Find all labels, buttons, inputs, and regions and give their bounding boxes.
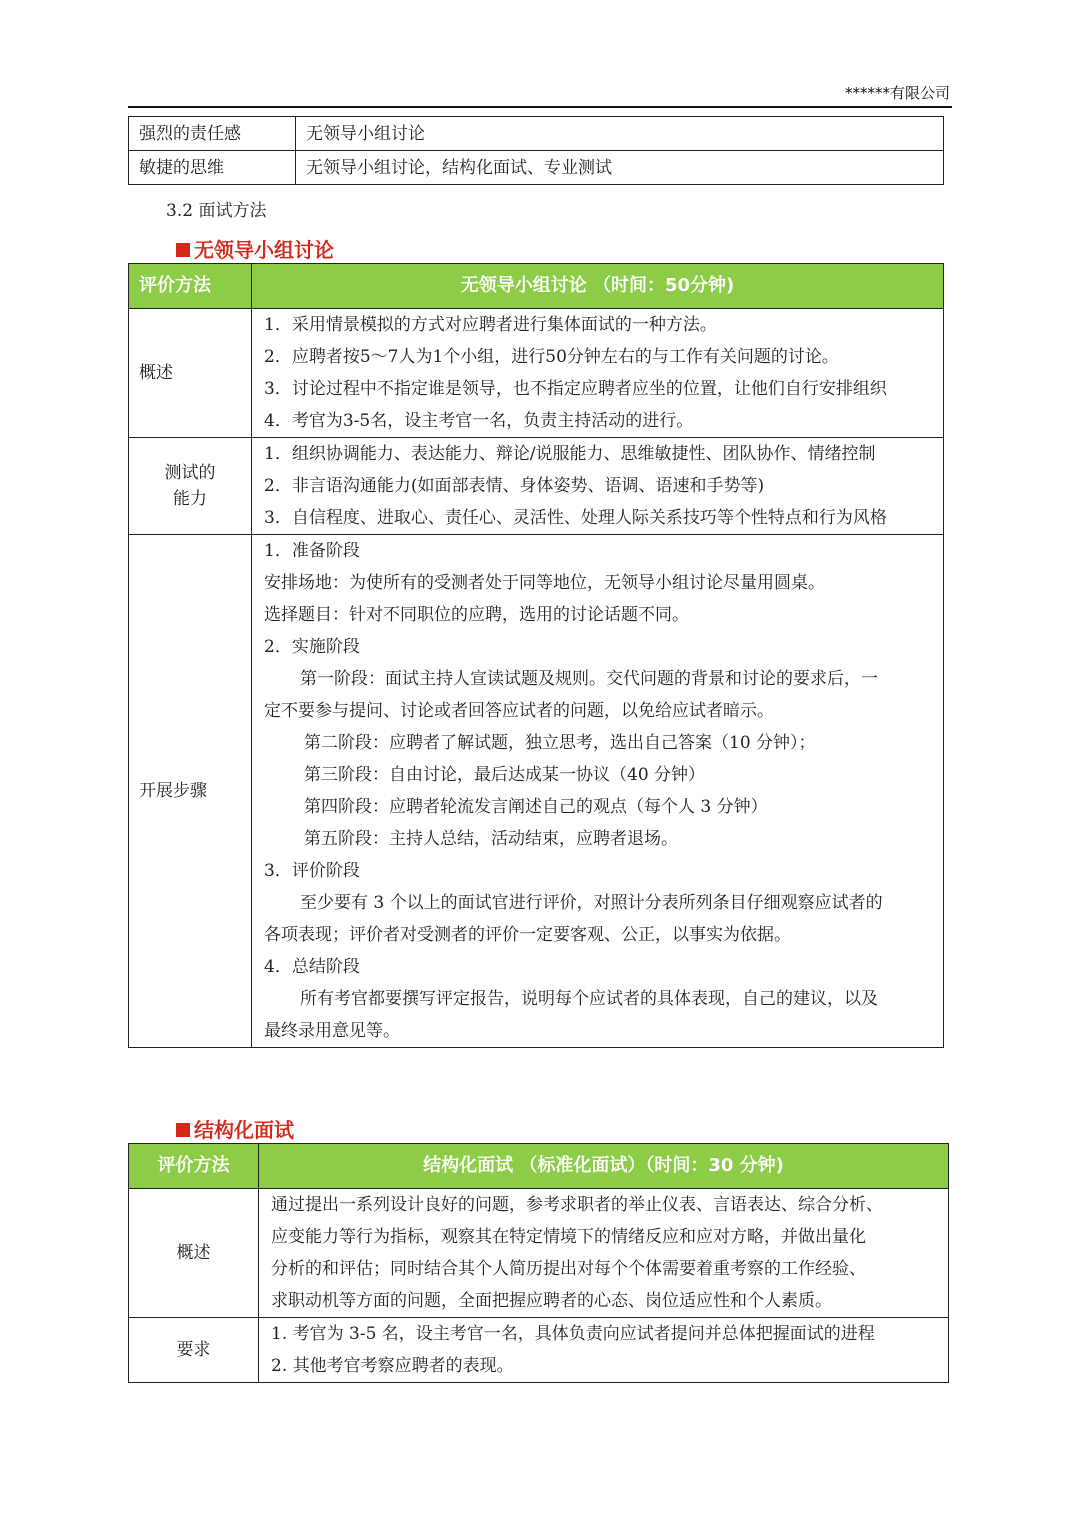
row-label-requirements: 要求: [129, 1318, 259, 1383]
header-col-title: 结构化面试 （标准化面试）（时间：30 分钟): [259, 1144, 949, 1189]
step-heading: 1．准备阶段: [264, 541, 360, 561]
table-row: [129, 309, 944, 438]
list-item: 1. 考官为 3-5 名，设主考官一名，具体负责向应试者提问并总体把握面试的进程: [271, 1324, 875, 1344]
list-item: 2. 其他考官考察应聘者的表现。: [271, 1356, 514, 1376]
header-col-method: 评价方法: [129, 264, 252, 309]
trait-cell: 强烈的责任感: [129, 117, 296, 151]
list-item: 2．非言语沟通能力(如面部表情、身体姿势、语调、语速和手势等): [264, 476, 765, 496]
row-label-overview: 概述: [129, 1189, 259, 1318]
table-row: [129, 151, 944, 185]
step-text: 安排场地：为使所有的受测者处于同等地位，无领导小组讨论尽量用圆桌。: [264, 573, 825, 593]
abilities-content: [252, 438, 944, 535]
table-header-row: [129, 264, 944, 309]
step-text: 第二阶段：应聘者了解试题，独立思考，选出自己答案（10 分钟）；: [304, 733, 816, 753]
trait-method-table: [128, 116, 944, 185]
overview-content: [252, 309, 944, 438]
step-heading: 2．实施阶段: [264, 637, 360, 657]
abilities-label-line1: 测试的: [164, 463, 216, 483]
step-text: 第四阶段：应聘者轮流发言阐述自己的观点（每个人 3 分钟）: [304, 797, 768, 817]
row-label-abilities: [129, 438, 252, 535]
table-header-row: [129, 1144, 949, 1189]
list-item: 3．讨论过程中不指定谁是领导，也不指定应聘者应坐的位置，让他们自行安排组织: [264, 379, 887, 399]
requirements-content: [259, 1318, 949, 1383]
structured-title-text: 结构化面试: [194, 1118, 294, 1142]
company-name: ******有限公司: [844, 84, 950, 102]
step-text: 第三阶段：自由讨论，最后达成某一协议（40 分钟）: [304, 765, 706, 785]
text-line: 求职动机等方面的问题，全面把握应聘者的心态、岗位适应性和个人素质。: [271, 1291, 832, 1311]
step-text: 第五阶段：主持人总结，活动结束，应聘者退场。: [304, 829, 678, 849]
abilities-label-line2: 能力: [173, 489, 207, 509]
step-text: 第一阶段：面试主持人宣读试题及规则。交代问题的背景和讨论的要求后，一: [300, 669, 878, 689]
table-row: [129, 1318, 949, 1383]
structured-section-title: [176, 1114, 294, 1143]
step-heading: 4．总结阶段: [264, 957, 360, 977]
lgd-table: [128, 263, 944, 1048]
text-line: 分析的和评估；同时结合其个人简历提出对每个个体需要着重考察的工作经验、: [271, 1259, 866, 1279]
step-text: 各项表现；评价者对受测者的评价一定要客观、公正，以事实为依据。: [264, 925, 791, 945]
table-row: [129, 438, 944, 535]
square-bullet-icon: [176, 243, 190, 257]
step-heading: 3．评价阶段: [264, 861, 360, 881]
header-col-title: 无领导小组讨论 （时间：50分钟): [252, 264, 944, 309]
step-text: 定不要参与提问、讨论或者回答应试者的问题，以免给应试者暗示。: [264, 701, 774, 721]
header-col-method: 评价方法: [129, 1144, 259, 1189]
list-item: 2．应聘者按5～7人为1个小组，进行50分钟左右的与工作有关问题的讨论。: [264, 347, 839, 367]
lgd-title-text: 无领导小组讨论: [194, 238, 334, 262]
step-text: 选择题目：针对不同职位的应聘，选用的讨论话题不同。: [264, 605, 689, 625]
list-item: 1．组织协调能力、表达能力、辩论/说服能力、思维敏捷性、团队协作、情绪控制: [264, 444, 876, 464]
method-cell: 无领导小组讨论: [296, 117, 944, 151]
step-text: 所有考官都要撰写评定报告，说明每个应试者的具体表现，自己的建议，以及: [300, 989, 878, 1009]
text-line: 应变能力等行为指标，观察其在特定情境下的情绪反应和应对方略，并做出量化: [271, 1227, 866, 1247]
table-row: [129, 535, 944, 1048]
header-divider: [128, 106, 952, 108]
method-cell: 无领导小组讨论，结构化面试、专业测试: [296, 151, 944, 185]
row-label-steps: 开展步骤: [129, 535, 252, 1048]
overview-content: [259, 1189, 949, 1318]
step-text: 至少要有 3 个以上的面试官进行评价，对照计分表所列条目仔细观察应试者的: [300, 893, 883, 913]
list-item: 4．考官为3-5名，设主考官一名，负责主持活动的进行。: [264, 411, 694, 431]
section-subheading: 3.2 面试方法: [166, 201, 267, 221]
row-label-overview: 概述: [129, 309, 252, 438]
lgd-section-title: [176, 234, 334, 263]
steps-content: [252, 535, 944, 1048]
step-text: 最终录用意见等。: [264, 1021, 400, 1041]
list-item: 3．自信程度、进取心、责任心、灵活性、处理人际关系技巧等个性特点和行为风格: [264, 508, 887, 528]
list-item: 1．采用情景模拟的方式对应聘者进行集体面试的一种方法。: [264, 315, 717, 335]
text-line: 通过提出一系列设计良好的问题，参考求职者的举止仪表、言语表达、综合分析、: [271, 1195, 883, 1215]
table-row: [129, 117, 944, 151]
structured-interview-table: [128, 1143, 949, 1383]
trait-cell: 敏捷的思维: [129, 151, 296, 185]
square-bullet-icon: [176, 1123, 190, 1137]
table-row: [129, 1189, 949, 1318]
